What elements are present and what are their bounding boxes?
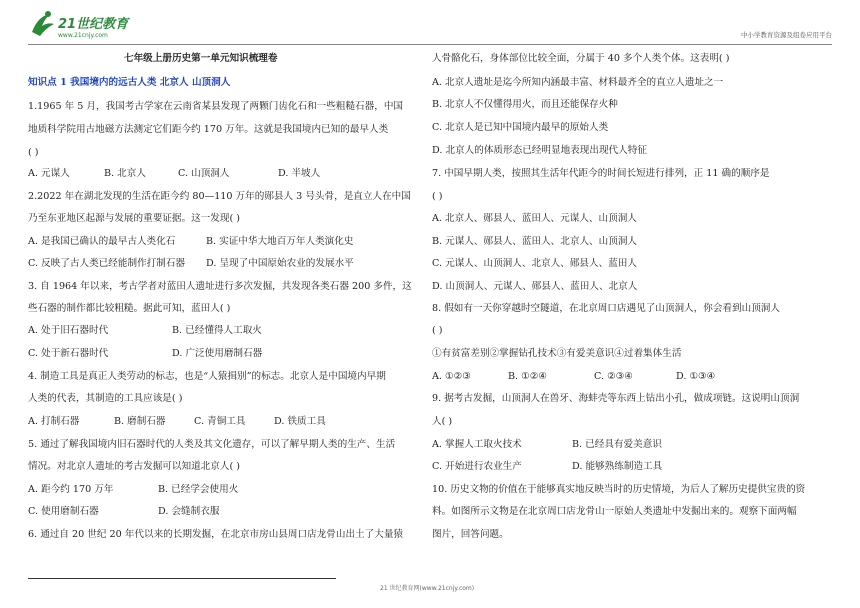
knowledge-point-heading: 知识点 1 我国境内的远古人类 北京人 山顶洞人: [28, 77, 231, 88]
q8-option-a: A. ①②③: [432, 371, 471, 382]
q6-option-c: C. 北京人是已知中国境内最早的原始人类: [432, 122, 609, 133]
q2-option-d: D. 呈现了中国原始农业的发展水平: [206, 258, 354, 269]
q2-option-b: B. 实证中华大地百万年人类演化史: [206, 236, 354, 247]
q1-option-c: C. 山顶洞人: [178, 168, 230, 179]
q7-option-a: A. 北京人、郧县人、蓝田人、元谋人、山顶洞人: [432, 213, 637, 224]
svg-text:21世纪教育: 21世纪教育: [58, 17, 129, 32]
q9-option-b: B. 已经具有爱美意识: [572, 439, 662, 450]
q2-line-1: 2.2022 年在湖北发现的生活在距今约 80—110 万年的郧县人 3 号头骨，是直立人在中国: [28, 191, 411, 202]
q9-option-c: C. 开始进行农业生产: [432, 461, 522, 472]
header-platform-text: 中小学教育资源及组卷应用平台: [741, 31, 832, 39]
q10-line-2: 料。如图所示文物是在北京周口店龙骨山一原始人类遗址中发掘出来的。观察下面两幅: [432, 506, 797, 517]
footer-text: 21 世纪教育网(www.21cnjy.com): [380, 585, 475, 592]
q9-line-2: 人( ): [432, 416, 453, 427]
q5-line-2: 情况。对北京人遗址的考古发掘可以知道北京人( ): [28, 461, 241, 472]
q7-line-1: 7. 中国早期人类，按照其生活年代距今的时间长短进行排列，正 11 确的顺序是: [432, 168, 770, 179]
q5-option-a: A. 距今约 170 万年: [28, 484, 114, 495]
q8-option-c: C. ②③④: [594, 371, 633, 382]
q5-option-d: D. 会缝制衣服: [158, 506, 220, 517]
q7-line-2: ( ): [432, 191, 443, 202]
q6-line-2: 人骨骼化石，身体部位比较全面，分属于 40 多个人类个体。这表明( ): [432, 53, 730, 64]
q3-line-2: 些石器的制作都比较粗糙。据此可知，蓝田人( ): [28, 303, 231, 314]
svg-text:www.21cnjy.com: www.21cnjy.com: [58, 32, 108, 39]
q2-option-a: A. 是我国已确认的最早古人类化石: [28, 236, 176, 247]
q6-option-d: D. 北京人的体质形态已经明显地表现出现代人特征: [432, 145, 647, 156]
header-divider: [28, 44, 832, 45]
q2-line-2: 乃至东亚地区起源与发展的重要证据。这一发现( ): [28, 213, 241, 224]
q4-option-a: A. 打制石器: [28, 416, 80, 427]
q6-option-b: B. 北京人不仅懂得用火，而且还能保存火种: [432, 99, 618, 110]
q3-option-a: A. 处于旧石器时代: [28, 325, 109, 336]
q2-option-c: C. 反映了古人类已经能制作打制石器: [28, 258, 186, 269]
q3-option-c: C. 处于新石器时代: [28, 348, 109, 359]
q9-line-1: 9. 据考古发掘，山顶洞人在兽牙、海蚌壳等东西上钻出小孔，做成项链。这说明山顶洞: [432, 393, 800, 404]
q8-option-b: B. ①②④: [508, 371, 547, 382]
q1-option-a: A. 元谋人: [28, 168, 70, 179]
q5-line-1: 5. 通过了解我国境内旧石器时代的人类及其文化遗存，可以了解早期人类的生产、生活: [28, 439, 396, 450]
footer-divider: [28, 578, 336, 579]
q10-line-3: 图片，回答问题。: [432, 529, 509, 540]
q5-option-c: C. 使用磨制石器: [28, 506, 99, 517]
q4-line-1: 4. 制造工具是真正人类劳动的标志，也是“人猿揖别”的标志。北京人是中国境内早期: [28, 371, 386, 382]
q10-line-1: 10. 历史文物的价值在于能够真实地反映当时的历史情境，为后人了解历史提供宝贵的资: [432, 484, 806, 495]
q4-option-d: D. 铁质工具: [274, 416, 326, 427]
q9-option-a: A. 掌握人工取火技术: [432, 439, 522, 450]
q4-option-c: C. 青铜工具: [194, 416, 246, 427]
q6-line-1: 6. 通过自 20 世纪 20 年代以来的长期发掘，在北京市房山县周口店龙骨山出土了大量猿: [28, 529, 404, 540]
q8-option-d: D. ①③④: [676, 371, 716, 382]
q3-option-d: D. 广泛使用磨制石器: [172, 348, 263, 359]
q1-option-b: B. 北京人: [104, 168, 146, 179]
q1-line-3: ( ): [28, 147, 39, 158]
q7-option-b: B. 元谋人、郧县人、蓝田人、北京人、山顶洞人: [432, 236, 638, 247]
q1-option-d: D. 半坡人: [278, 168, 321, 179]
q7-option-d: D. 山顶洞人、元谋人、郧县人、蓝田人、北京人: [432, 281, 638, 292]
q8-line-1: 8. 假如有一天你穿越时空隧道，在北京周口店遇见了山顶洞人，你会看到山顶洞人: [432, 303, 780, 314]
q9-option-d: D. 能够熟练制造工具: [572, 461, 663, 472]
q1-line-1: 1.1965 年 5 月，我国考古学家在云南省某县发现了两颗门齿化石和一些粗糙石器，中国: [28, 101, 404, 112]
q6-option-a: A. 北京人遗址是迄今所知内涵最丰富、材料最齐全的直立人遗址之一: [432, 77, 724, 88]
q5-option-b: B. 已经学会使用火: [158, 484, 239, 495]
page-title: 七年级上册历史第一单元知识梳理卷: [124, 53, 278, 64]
logo-mark-icon: [28, 8, 138, 42]
site-logo: [28, 8, 138, 44]
q4-option-b: B. 磨制石器: [114, 416, 166, 427]
q4-line-2: 人类的代表，其制造的工具应该是( ): [28, 393, 183, 404]
q3-option-b: B. 已经懂得人工取火: [172, 325, 262, 336]
q1-line-2: 地质科学院用古地磁方法测定它们距今约 170 万年。这就是我国境内已知的最早人类: [28, 124, 389, 135]
q8-line-2: ( ): [432, 325, 443, 336]
q7-option-c: C. 元谋人、山顶洞人、北京人、郧县人、蓝田人: [432, 258, 637, 269]
q3-line-1: 3. 自 1964 年以来，考古学者对蓝田人遗址进行多次发掘，共发现各类石器 200 多件，这: [28, 281, 412, 292]
q8-line-3: ①有贫富差别②掌握钻孔技术③有爱美意识④过着集体生活: [432, 348, 682, 359]
page-header: [28, 8, 832, 44]
